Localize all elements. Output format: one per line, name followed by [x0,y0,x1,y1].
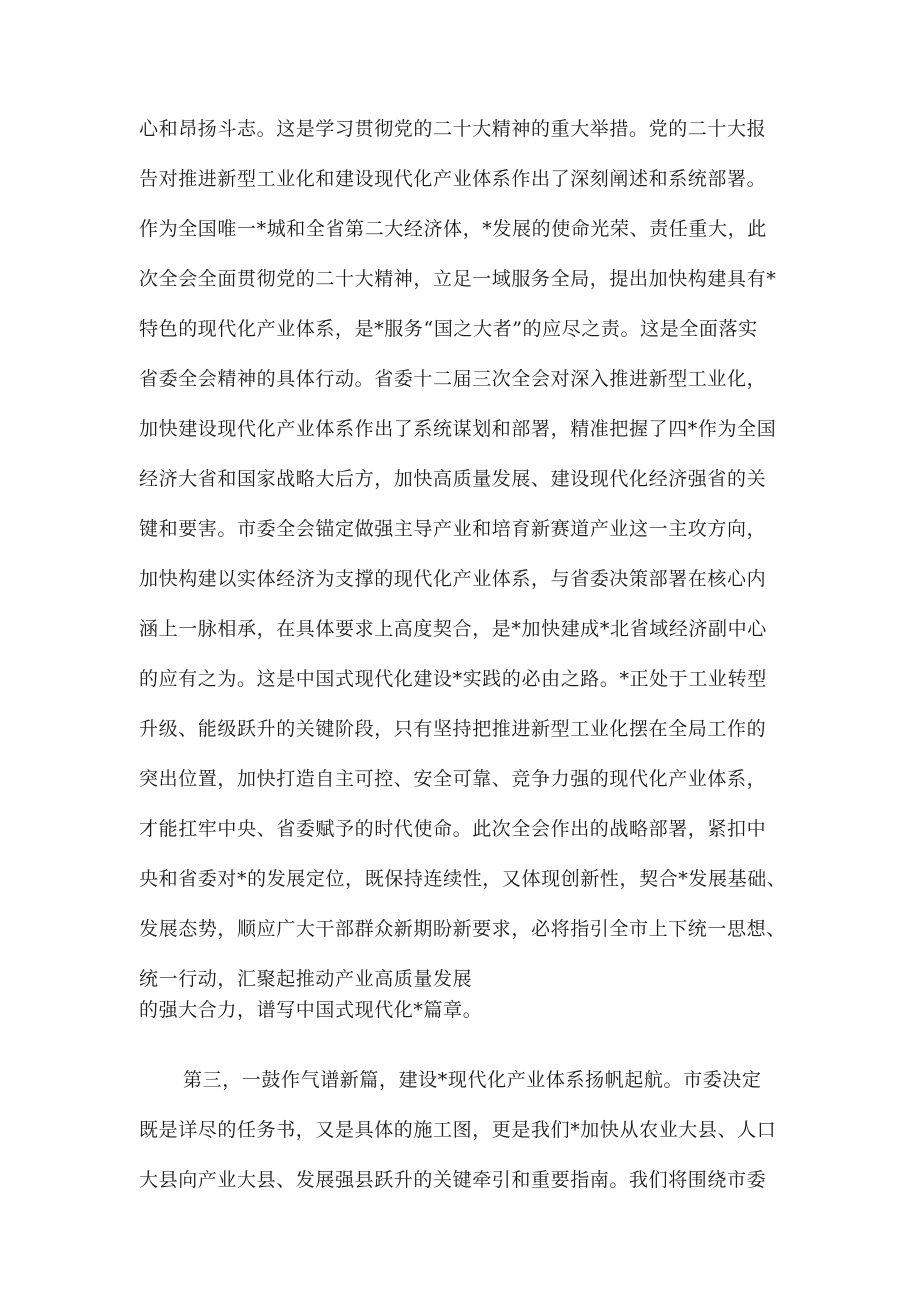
paragraph-1-line-9: 键和要害。市委全会锚定做强主导产业和培育新赛道产业这一主攻方向， [139,518,767,540]
paragraph-1-line-1: 心和昂扬斗志。这是学习贯彻党的二十大精神的重大举措。党的二十大报 [139,118,767,140]
paragraph-1-line-2: 告对推进新型工业化和建设现代化产业体系作出了深刻阐述和系统部署。 [139,168,767,190]
paragraph-1-line-10: 加快构建以实体经济为支撑的现代化产业体系，与省委决策部署在核心内 [139,568,767,590]
paragraph-1-line-13: 升级、能级跃升的关键阶段，只有坚持把推进新型工业化摆在全局工作的 [139,718,767,740]
paragraph-1-line-7: 加快建设现代化产业体系作出了系统谋划和部署，精准把握了四*作为全国 [139,418,777,440]
paragraph-1-line-12: 的应有之为。这是中国式现代化建设*实践的必由之路。*正处于工业转型 [139,668,767,690]
paragraph-2-line-3: 大县向产业大县、发展强县跃升的关键牵引和重要指南。我们将围绕市委 [139,1169,767,1191]
paragraph-1-line-11: 涵上一脉相承，在具体要求上高度契合，是*加快建成*北省域经济副中心 [139,618,767,640]
paragraph-1-line-5: 特色的现代化产业体系，是*服务“国之大者”的应尽之责。这是全面落实 [139,318,758,340]
paragraph-1-line-17: 发展态势，顺应广大干部群众新期盼新要求，必将指引全市上下统一思想、 [139,918,786,940]
paragraph-1-line-8: 经济大省和国家战略大后方，加快高质量发展、建设现代化经济强省的关 [139,468,767,490]
paragraph-2-line-2: 既是详尽的任务书，又是具体的施工图，更是我们*加快从农业大县、人口 [139,1119,777,1141]
paragraph-1-line-18: 统一行动，汇聚起推动产业高质量发展 [139,968,473,990]
paragraph-2-line-1: 第三，一鼓作气谱新篇，建设*现代化产业体系扬帆起航。市委决定 [183,1069,762,1091]
paragraph-1-line-15: 才能扛牢中央、省委赋予的时代使命。此次全会作出的战略部署，紧扣中 [139,818,767,840]
paragraph-1-line-14: 突出位置，加快打造自主可控、安全可靠、竞争力强的现代化产业体系， [139,768,767,790]
paragraph-1-line-16: 央和省委对*的发展定位，既保持连续性，又体现创新性，契合*发展基础、 [139,868,787,890]
paragraph-1-line-4: 次全会全面贯彻党的二十大精神，立足一域服务全局，提出加快构建具有* [139,268,777,290]
paragraph-1-line-19: 的强大合力，谱写中国式现代化*篇章。 [139,999,483,1021]
paragraph-1-line-6: 省委全会精神的具体行动。省委十二届三次全会对深入推进新型工业化， [139,368,767,390]
paragraph-1-line-3: 作为全国唯一*城和全省第二大经济体，*发展的使命光荣、责任重大，此 [139,218,767,240]
